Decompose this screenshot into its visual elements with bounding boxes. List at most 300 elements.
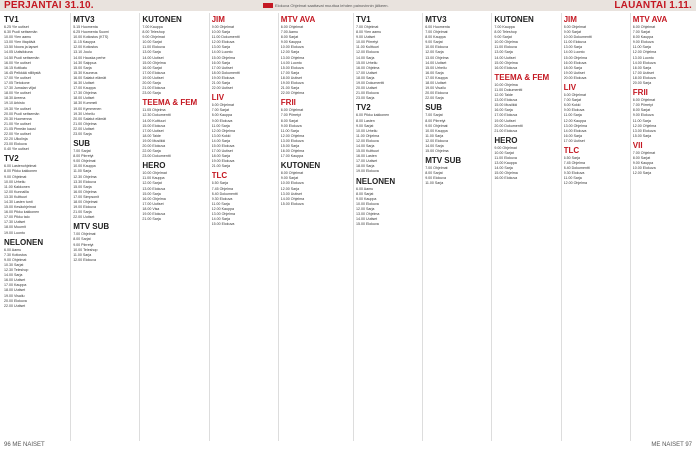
program-line: 13.00 Elokuva [280, 138, 304, 143]
program-line: 16.00 Sarja [211, 60, 230, 65]
program-line: 17.30 Ohjelma [73, 91, 97, 96]
page-header [0, 0, 696, 11]
program-line: 21.00 Ohjelma [73, 121, 97, 126]
program-line: 10.00 Ylen aamu [4, 35, 32, 40]
program-line: 16.00 Ohjelma [356, 65, 380, 70]
program-line: 10.00 Elokuva [356, 201, 379, 206]
program-line: 18.00 Sarja [563, 65, 582, 70]
channel-heading: HERO [142, 161, 166, 171]
program-line: 22.00 Yle uutiset [4, 131, 31, 136]
program-line: 16.00 Ohjelma [73, 189, 97, 194]
channel-heading: TEEMA & FEM [494, 72, 550, 82]
program-line: 12.00 Sarja [632, 171, 652, 176]
program-line: 11.00 Elokuva [142, 45, 165, 50]
listing-column [73, 13, 137, 441]
program-line: 6.00 Ohjelmat [632, 25, 656, 29]
program-line: 11.00 Kauppa [142, 176, 165, 181]
program-line: 6.50 Sarja [211, 181, 228, 186]
program-line: 17.00 Elokuva [494, 113, 518, 118]
program-line: 11.00 Sarja [73, 252, 92, 257]
channel-heading: TV1 [4, 15, 19, 24]
program-line: 11.00 Dokumentti [494, 87, 523, 92]
program-line: 17.00 Uutiset [356, 70, 378, 75]
program-line: 14.00 Hauska perhe [73, 55, 106, 60]
program-line: 10.00 Kauppa [425, 128, 448, 133]
program-line: 12.00 Ohjelma [632, 50, 657, 55]
listing-column [494, 13, 558, 441]
program-line: 6.00 Ohjelmat [211, 103, 234, 108]
program-line: 6.00 Aamu [356, 186, 374, 191]
column-divider [278, 13, 279, 441]
program-line: 8.00 Piirretyt [73, 154, 94, 159]
program-line: 9.00 Elokuva [425, 176, 446, 181]
program-line: 20.00 Sarja [632, 81, 652, 86]
program-line: 6.00 Pikku kakkonen [356, 113, 390, 118]
program-line: 8.00 Piirretyt [425, 118, 446, 123]
program-line: 17.00 Pikku talo [4, 215, 30, 220]
program-line: 8.00 Sarjat [73, 237, 91, 242]
program-line: 11.00 Kakkonen [4, 184, 30, 189]
program-line: 16.30 Uutiset [73, 81, 95, 86]
program-line: 18.00 Uutiset [4, 288, 26, 293]
program-line: 6.00 Lastenohjelmat [4, 164, 37, 169]
program-line: 14.00 Sarja [356, 55, 375, 60]
program-line: 18.00 Uutiset [73, 96, 95, 101]
channel-heading: LIV [563, 83, 577, 93]
listing-column [425, 13, 489, 441]
channel-heading: TLC [211, 171, 228, 181]
program-line: 15.00 Sarja [142, 191, 161, 196]
program-line: 22.00 Uutiset [4, 303, 26, 308]
column-divider [422, 13, 423, 441]
column-divider [209, 13, 210, 441]
program-line: 20.00 Elokuva [142, 143, 166, 148]
program-line: 19.00 Uutiset [563, 70, 585, 75]
program-line: 22.00 Uutiset [73, 126, 95, 131]
program-line: 8.00 Sarjat [425, 171, 443, 176]
program-line: 12.00 Sarja [280, 186, 300, 191]
column-divider [630, 13, 631, 441]
program-line: 14.00 Uutiset [425, 60, 447, 65]
program-line: 21.00 Yle uutiset [4, 121, 31, 126]
program-line: 10.00 Ohjelma [494, 40, 518, 45]
program-line: 7.00 Ohjelmat [632, 150, 656, 155]
program-line: 20.00 Dokumentti [494, 123, 523, 128]
program-line: 21.00 Elokuva [494, 128, 518, 133]
program-line: 13.30 Elokuva [73, 179, 96, 184]
program-line: 16.00 Uutiset [4, 278, 26, 283]
program-line: 10.00 Sarjat [142, 40, 162, 45]
column-divider [561, 13, 562, 441]
program-line: 15.00 Elokuva [211, 143, 235, 148]
channel-heading: SUB [73, 139, 91, 149]
program-line: 23.00 Elokuva [4, 142, 27, 147]
program-line: 8.40 Dokumentti [211, 191, 238, 196]
program-line: 14.00 Sarja [356, 143, 375, 148]
program-line: 15.00 Ohjelma [425, 149, 449, 154]
program-line: 18.00 Yle uutiset [4, 91, 31, 96]
program-line: 7.00 Sarjat [425, 113, 443, 118]
program-line: 14.00 Uutiset [494, 55, 516, 60]
program-line: 14.00 Kulttuuri [142, 118, 166, 123]
program-line: 16.00 Salatut elämät [73, 75, 107, 80]
program-line: 0.40 Yle uutiset [4, 147, 29, 152]
program-line: 14.00 Elokuva [632, 60, 656, 65]
program-line: 10.00 Dokumentti [563, 35, 592, 40]
program-line: 16.00 Elokuva [563, 60, 587, 65]
program-line: 12.00 Sarjat [142, 181, 162, 186]
program-line: 12.00 Elokuva [425, 138, 448, 143]
channel-heading: JIM [211, 15, 225, 24]
program-line: 15.00 Sarja [280, 143, 300, 148]
program-line: 23.00 Dokumentti [142, 154, 171, 159]
program-line: 20.00 Elokuva [4, 298, 27, 303]
program-line: 17.00 Uutiset [563, 138, 585, 143]
program-line: 22.00 Sarja [425, 96, 444, 101]
program-line: 17.00 Yle uutiset [4, 75, 31, 80]
program-line: 6.00 Ohjelmat [280, 108, 304, 113]
program-line: 18.00 Sarja [356, 75, 375, 80]
program-line: 18.00 Uutiset [425, 81, 447, 86]
program-line: 8.00 Ylen aamu [356, 30, 382, 35]
program-line: 14.00 Sarja [4, 273, 23, 278]
program-line: 11.00 Ohjelma [356, 133, 380, 138]
program-line: 13.00 Sarja [142, 50, 161, 55]
program-line: 7.00 Ohjelmat [356, 25, 379, 29]
right-page-number: ME NAISET 97 [651, 442, 692, 448]
program-line: 13.00 Elokuva [142, 186, 166, 191]
channel-heading: MTV SUB [425, 156, 462, 166]
listing-column [281, 13, 345, 441]
program-line: 7.00 Kauppa [494, 25, 515, 29]
program-line: 9.00 Ohjelmat [494, 145, 517, 150]
program-line: 12.00 Sarja [356, 206, 375, 211]
listing-column [633, 13, 696, 441]
program-line: 15.30 Kauneus [73, 70, 98, 75]
program-line: 11.00 Kulttuuri [356, 45, 379, 50]
program-line: 13.50 Noora ja lapset [4, 45, 39, 50]
program-line: 19.00 Visailu [4, 293, 25, 298]
program-line: 16.00 Pikku kakkonen [4, 210, 40, 215]
program-line: 8.00 Kauppa [632, 35, 654, 40]
channel-heading: FRII [280, 98, 296, 108]
channel-heading: NELONEN [4, 237, 44, 247]
program-line: 8.00 Lasten [356, 118, 375, 123]
program-line: 14.00 Ohjelma [280, 196, 305, 201]
program-line: 18.30 Kummeli [73, 101, 98, 106]
left-page-number: 96 ME NAISET [4, 442, 45, 448]
program-line: 6.30 Puoli seitsemän [4, 30, 38, 35]
program-line: 9.00 Kauppa [632, 161, 654, 166]
column-divider [353, 13, 354, 441]
program-line: 8.00 Kauppa [211, 113, 232, 118]
program-line: 14.00 Elokuva [563, 128, 587, 133]
program-line: 7.00 Piirretyt [280, 113, 301, 118]
program-line: 13.00 Luonto [632, 55, 654, 60]
program-line: 21.00 Sarja [73, 210, 92, 215]
program-line: 9.00 Sarjat [494, 35, 512, 40]
channel-heading: JIM [563, 15, 577, 24]
program-line: 19.00 Elokuva [356, 169, 379, 174]
program-line: 11.00 Sarja [563, 176, 582, 181]
channel-heading: MTV3 [425, 15, 447, 24]
program-line: 8.00 Pikku kakkonen [4, 169, 38, 174]
channel-heading: FRII [632, 88, 648, 98]
program-line: 17.00 Uutiset [211, 65, 233, 70]
program-line: 7.00 Ohjelmat [425, 166, 448, 171]
program-line: 10.00 Piirretyt [356, 40, 379, 45]
program-line: 16.00 Ohjelma [280, 149, 305, 154]
program-line: 11.00 Sarja [280, 128, 299, 133]
program-line: 19.00 Uutiset [494, 118, 516, 123]
program-line: 12.00 Taide [494, 93, 513, 98]
program-line: 19.00 Elokuva [211, 159, 235, 164]
program-line: 6.00 Ohjelmat [632, 98, 656, 103]
program-line: 13.30 Kulttuuri [4, 194, 28, 199]
left-page-date: PERJANTAI 31.10. [4, 0, 94, 11]
program-line: 13.00 Ohjelma [211, 212, 235, 216]
program-line: 18.00 Dokumentti [211, 70, 240, 75]
program-line: 20.00 Elokuva [563, 75, 587, 80]
program-line: 15.00 Urheilu [425, 65, 447, 70]
program-line: 23.00 Sarja [142, 91, 161, 96]
legend-text: Elokuva Ohjelmat saattavat muuttua lehden painovinnin jälkeen. [275, 3, 389, 8]
program-line: 19.00 Elokuva [211, 75, 235, 80]
program-line: 8.40 Dokumentti [563, 166, 590, 171]
program-line: 7.00 Ohjelmat [425, 30, 448, 35]
program-line: 16.00 Sarja [563, 133, 582, 138]
program-line: 6.50 Sarja [563, 155, 580, 160]
program-line: 13.00 Ohjelma [425, 55, 449, 60]
program-line: 22.00 Uutiset [73, 215, 95, 220]
program-line: 18.00 Ohjelmat [73, 200, 98, 204]
program-line: 11.00 Sarja [73, 169, 92, 174]
program-line: 21.05 Pimeän kausi [4, 126, 36, 131]
program-line: 8.00 Sarjat [280, 35, 299, 40]
program-line: 13.00 Ohjelma [356, 212, 380, 216]
program-line: 6.00 Huomenta [425, 25, 450, 29]
program-line: 17.00 Elokuva [142, 70, 166, 75]
program-line: 15.00 Urheilu [356, 60, 378, 65]
program-line: 11.00 Sarja [425, 133, 444, 138]
program-line: 12.30 Teleshop [4, 268, 29, 273]
program-line: 18.00 Sarja [211, 154, 230, 159]
program-line: 21.00 Sarja [280, 86, 300, 91]
program-line: 11.00 Sarja [632, 118, 651, 123]
channel-heading: KUTONEN [280, 161, 321, 171]
program-line: 10.00 Teleshop [73, 247, 98, 252]
program-line: 11.00 Dokumentti [211, 35, 240, 40]
program-line: 18.30 Areena [4, 96, 26, 101]
program-line: 9.00 Piirretyt [73, 242, 94, 247]
program-line: 7.00 Kauppa [142, 25, 163, 29]
program-line: 9.00 Ohjelmat [73, 159, 96, 164]
program-line: 9.00 Ohjelmat [4, 174, 27, 179]
program-line: 12.00 Elokuva [356, 50, 379, 55]
program-line: 20.00 Elokuva [425, 91, 448, 96]
program-line: 16.00 Lasten [356, 154, 377, 159]
channel-heading: MTV SUB [73, 222, 110, 232]
program-line: 12.00 Kotiostos [73, 45, 98, 50]
channel-heading: MTV3 [73, 15, 95, 24]
program-line: 21.00 Sarja [142, 217, 161, 222]
program-line: 9.00 Sarjat [280, 176, 299, 181]
program-line: 11.00 Sarja [211, 123, 230, 128]
program-line: 12.00 Ohjelma [563, 181, 587, 186]
program-line: 13.00 Uutiset [280, 191, 302, 196]
program-line: 16.00 Elokuva [494, 176, 518, 181]
program-line: 13.00 Sarja [211, 45, 230, 50]
program-line: 15.00 Elokuva [142, 123, 166, 128]
program-line: 13.00 Sarja [494, 50, 513, 55]
program-line: 17.00 Simpsonit [73, 194, 99, 199]
program-line: 18.00 Sarja [356, 164, 375, 169]
program-line: 15.00 Ohjelma [494, 171, 518, 176]
listing-column [212, 13, 276, 441]
program-line: 9.30 Elokuva [211, 196, 233, 201]
program-line: 15.00 Musiikki [494, 103, 518, 108]
program-line: 10.00 Ohjelma [494, 82, 518, 87]
program-line: 16.00 Sarja [425, 70, 444, 75]
program-line: 10.00 Elokuva [425, 45, 448, 50]
listing-column [142, 13, 206, 441]
program-line: 13.00 Kokki [211, 133, 231, 138]
program-line: 15.00 Sarja [73, 184, 92, 189]
program-line: 19.00 Dokumentti [356, 81, 385, 86]
program-line: 21.00 Elokuva [142, 86, 166, 91]
program-line: 15.00 Sarja [632, 133, 652, 138]
program-line: 8.00 Kauppa [425, 35, 446, 40]
program-line: 8.00 Teleshop [494, 30, 517, 35]
program-line: 10.30 Sarjat [4, 262, 24, 267]
program-line: 14.00 Uutiset [356, 217, 378, 222]
program-line: 14.00 Sarja [494, 166, 513, 171]
program-line: 18.00 Taide [142, 133, 161, 138]
program-line: 12.00 Elokuva [356, 138, 379, 143]
program-line: 6.00 Ohjelmat [563, 93, 586, 98]
program-line: 13.00 Sarja [563, 45, 582, 50]
program-line: 12.00 Sarja [280, 50, 300, 55]
program-line: 10.00 Ohjelmat [142, 171, 167, 176]
program-line: 7.00 Aamu [280, 30, 298, 35]
column-divider [70, 13, 71, 441]
program-line: 7.45 Ohjelma [211, 186, 233, 191]
program-line: 7.00 Sarjat [73, 149, 91, 154]
channel-heading: TV2 [4, 154, 19, 164]
program-line: 11.00 Elokuva [494, 155, 517, 160]
program-line: 12.00 Ohjelma [211, 128, 235, 133]
program-line: 14.00 Luonto [211, 50, 233, 55]
program-line: 21.00 Sarja [211, 81, 230, 86]
program-line: 8.00 Ohjelmat [563, 25, 586, 29]
program-line: 14.00 Sarja [211, 217, 230, 222]
program-line: 14.00 Uutiset [142, 55, 164, 60]
channel-heading: TLC [563, 145, 580, 155]
program-line: 9.00 Ohjelmat [211, 25, 234, 29]
movie-marker-icon [263, 3, 273, 8]
program-line: 13.00 Ohjelma [280, 55, 305, 60]
program-line: 15.00 Ohjelma [494, 60, 518, 65]
program-line: 11.00 Sarja [632, 45, 651, 50]
program-line: 14.50 Puoli seitsemän [4, 55, 40, 60]
program-line: 13.00 Elokuva [632, 128, 656, 133]
program-line: 22.00 Ohjelma [280, 91, 305, 96]
program-line: 14.30 Lasten tunti [4, 200, 33, 204]
program-line: 16.00 Sarjat [142, 65, 162, 70]
channel-heading: TV1 [356, 15, 371, 24]
program-line: 12.30 Dokumentti [142, 113, 171, 118]
program-line: 11.15 Kauppa [73, 40, 96, 45]
program-line: 8.00 Sarjat [632, 155, 651, 160]
program-line: 11.00 Sarja [211, 201, 230, 206]
program-line: 12.00 Kauppa [563, 118, 586, 123]
program-line: 15.00 Sarja [73, 65, 92, 70]
program-line: 19.30 Urheilu [73, 111, 95, 116]
program-line: 10.00 Sarjat [494, 150, 514, 155]
program-line: 14.00 Luonto [280, 60, 302, 65]
program-line: 17.00 Uutiset [142, 128, 164, 133]
program-line: 11.00 Elokuva [563, 40, 587, 45]
program-line: 9.00 Kauppa [280, 40, 302, 45]
program-line: 11.05 Ohjelma [142, 108, 166, 113]
program-line: 15.00 Ohjelma [142, 60, 166, 65]
program-line: 22.00 Sarja [142, 149, 161, 154]
program-line: 15.00 Kulttuuri [356, 149, 380, 154]
program-line: 8.00 Sarjat [356, 191, 374, 196]
program-line: 10.00 Kauppa [73, 164, 96, 169]
program-line: 13.00 Elokuva [494, 98, 518, 103]
program-line: 15.00 Ohjelma [563, 55, 587, 60]
program-line: 11.00 Sarja [425, 181, 444, 186]
program-line: 9.00 Elokuva [280, 123, 302, 128]
program-line: 18.00 Muumit [4, 225, 26, 230]
program-line: 17.00 Uutiset [632, 70, 654, 75]
program-line: 9.00 Uutiset [356, 35, 376, 40]
channel-heading: KUTONEN [494, 15, 534, 24]
program-line: 14.05 Uutisikkuna [4, 50, 33, 55]
listing-column [356, 13, 420, 441]
program-line: 23.00 Sarja [73, 131, 92, 136]
program-line: 9.00 Ohjelmat [142, 35, 165, 40]
program-line: 10.00 Elokuva [280, 45, 304, 50]
program-line: 17.00 Kauppa [73, 86, 96, 91]
page-footer [0, 441, 696, 450]
program-line: 10.00 Sarja [211, 30, 230, 35]
program-line: 17.00 Uutiset [211, 149, 233, 154]
program-line: 9.00 Ohjelmat [425, 123, 448, 128]
program-line: 17.00 Kauppa [4, 283, 27, 288]
program-line: 7.00 Ohjelmat [73, 232, 96, 237]
program-line: 23.00 Sarja [356, 96, 375, 101]
legend [263, 2, 389, 9]
program-line: 16.00 Yle uutiset [4, 60, 31, 65]
program-line: 19.00 Luonto [4, 230, 25, 235]
program-line: 17.00 Kauppa [280, 154, 304, 159]
program-line: 9.30 Elokuva [563, 171, 585, 176]
program-line: 15.00 Elokuva [280, 201, 304, 206]
program-line: 21.00 Sarja [211, 164, 230, 169]
program-line: 19.00 Kymmenen [73, 106, 102, 111]
channel-heading: SUB [425, 103, 443, 113]
program-line: 12.00 Kauppa [211, 206, 234, 211]
channel-heading: MTV AVA [632, 15, 668, 24]
program-line: 9.00 Sarjat [425, 40, 443, 45]
channel-heading: VII [632, 140, 643, 150]
program-line: 17.30 Jumalan viljat [4, 86, 36, 91]
channel-heading: MTV AVA [280, 15, 316, 24]
program-line: 19.00 Musiikki [142, 138, 166, 143]
program-line: 19.00 Elokuva [142, 212, 166, 216]
